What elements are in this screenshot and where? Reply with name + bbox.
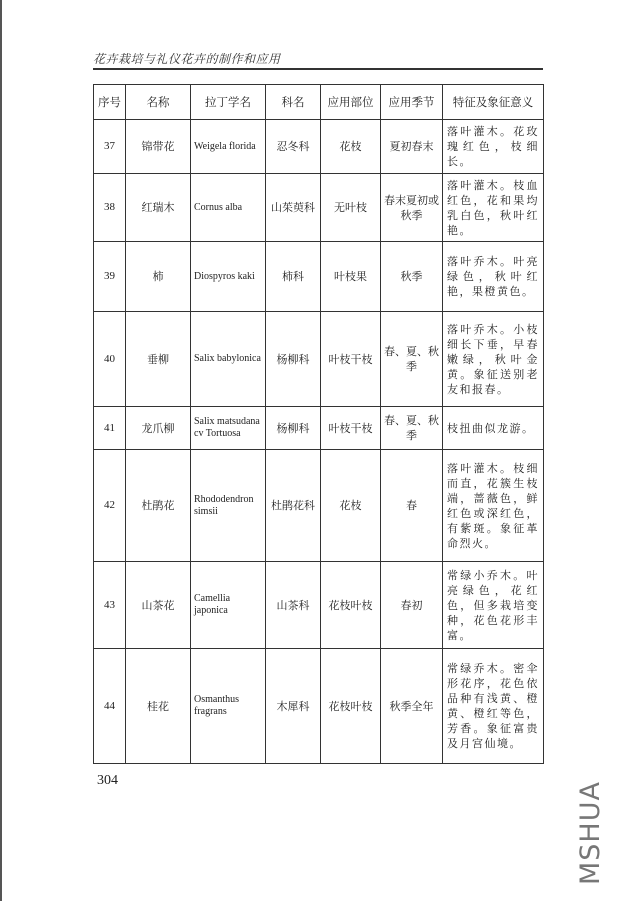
cell-family: 杨柳科 [266,312,321,407]
page-number: 304 [97,773,118,788]
cell-name: 红瑞木 [126,174,191,242]
header-part: 应用部位 [321,85,381,120]
cell-part: 花枝叶枝 [321,649,381,764]
cell-family: 山茱萸科 [266,174,321,242]
cell-desc: 常绿小乔木。叶亮绿色，花红色，但多栽培变种，花色花形丰富。 [443,562,544,649]
cell-season: 春 [381,450,443,562]
table-row [94,562,544,649]
cell-name: 锦带花 [126,120,191,174]
header-no: 序号 [94,85,126,120]
table-row [94,649,544,764]
header-latin: 拉丁学名 [191,85,266,120]
cell-part: 叶枝果 [321,242,381,312]
cell-family: 山茶科 [266,562,321,649]
cell-no: 40 [94,312,126,407]
cell-part: 花枝 [321,450,381,562]
cell-name: 柿 [126,242,191,312]
cell-part: 无叶枝 [321,174,381,242]
cell-no: 39 [94,242,126,312]
cell-latin: Salix babylonica [191,312,266,407]
cell-desc: 落叶乔木。叶亮绿色，秋叶红艳，果橙黄色。 [443,242,544,312]
cell-season: 秋季 [381,242,443,312]
cell-desc: 落叶灌木。枝细而直，花簇生枝端，蔷薇色，鲜红色或深红色，有紫斑。象征革命烈火。 [443,450,544,562]
cell-name: 垂柳 [126,312,191,407]
table-row [94,407,544,450]
cell-family: 杜鹃花科 [266,450,321,562]
table-row [94,242,544,312]
header-season: 应用季节 [381,85,443,120]
cell-latin: Camellia japonica [191,562,266,649]
header-desc: 特征及象征意义 [443,85,544,120]
cell-latin: Osmanthus fragrans [191,649,266,764]
cell-desc: 常绿乔木。密伞形花序，花色依品种有浅黄、橙黄、橙红等色，芳香。象征富贵及月宫仙境。 [443,649,544,764]
cell-season: 春初 [381,562,443,649]
cell-desc: 落叶乔木。小枝细长下垂，早春嫩绿，秋叶金黄。象征送别老友和报春。 [443,312,544,407]
cell-part: 花枝叶枝 [321,562,381,649]
cell-season: 春、夏、秋季 [381,312,443,407]
running-head: 花卉栽培与礼仪花卉的制作和应用 [93,52,281,66]
table-row [94,120,544,174]
watermark: MSHUA [575,781,606,885]
cell-no: 38 [94,174,126,242]
cell-name: 杜鹃花 [126,450,191,562]
table-row [94,450,544,562]
cell-family: 杨柳科 [266,407,321,450]
table-row [94,174,544,242]
cell-part: 叶枝干枝 [321,407,381,450]
cell-family: 忍冬科 [266,120,321,174]
cell-latin: Weigela florida [191,120,266,174]
cell-no: 37 [94,120,126,174]
cell-family: 木犀科 [266,649,321,764]
header-name: 名称 [126,85,191,120]
cell-part: 花枝 [321,120,381,174]
cell-latin: Cornus alba [191,174,266,242]
cell-name: 龙爪柳 [126,407,191,450]
cell-no: 44 [94,649,126,764]
cell-no: 43 [94,562,126,649]
cell-no: 41 [94,407,126,450]
table-header-row [94,85,544,120]
cell-season: 春末夏初或秋季 [381,174,443,242]
cell-latin: Rhododendron simsii [191,450,266,562]
cell-no: 42 [94,450,126,562]
cell-name: 山茶花 [126,562,191,649]
header-family: 科名 [266,85,321,120]
header-rule [93,68,543,70]
cell-desc: 落叶灌木。花玫瑰红色，枝细长。 [443,120,544,174]
table-row [94,312,544,407]
cell-desc: 枝扭曲似龙游。 [443,407,544,450]
species-table [93,84,544,764]
cell-season: 春、夏、秋季 [381,407,443,450]
cell-season: 夏初春末 [381,120,443,174]
cell-latin: Diospyros kaki [191,242,266,312]
page-edge-border [0,0,2,901]
cell-part: 叶枝干枝 [321,312,381,407]
cell-latin: Salix matsudana cv Tortuosa [191,407,266,450]
cell-family: 柿科 [266,242,321,312]
cell-season: 秋季全年 [381,649,443,764]
cell-name: 桂花 [126,649,191,764]
cell-desc: 落叶灌木。枝血红色，花和果均乳白色，秋叶红艳。 [443,174,544,242]
